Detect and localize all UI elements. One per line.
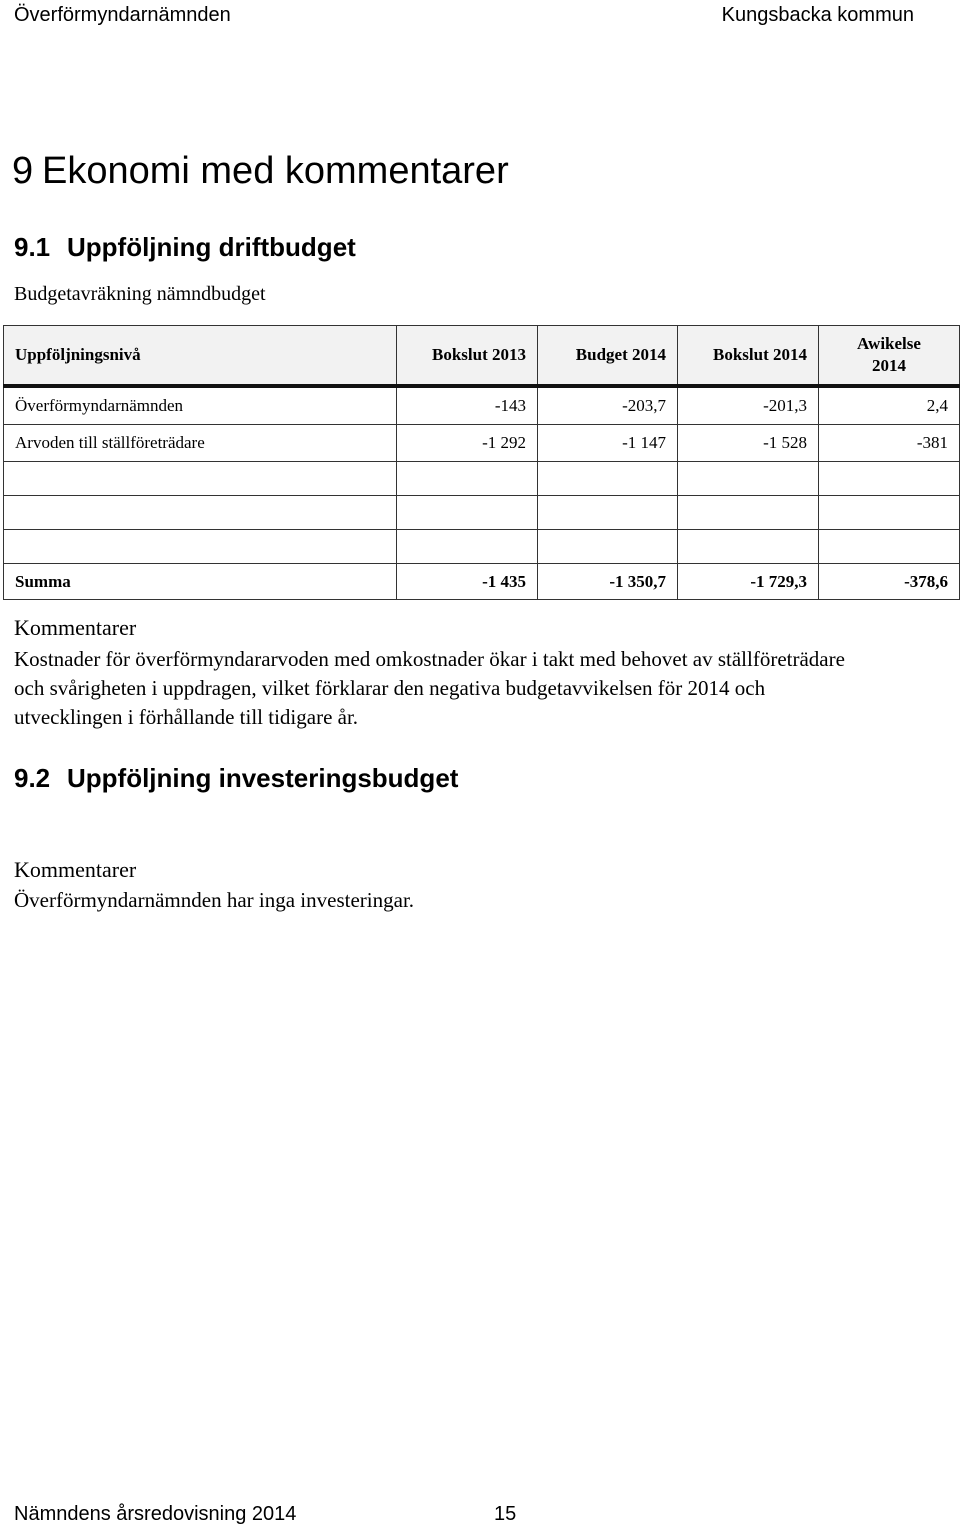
comments-label: Kommentarer bbox=[14, 857, 137, 882]
table-row bbox=[4, 386, 960, 425]
subsection-1-title: Uppföljning driftbudget bbox=[67, 232, 356, 262]
table-cell: -1 147 bbox=[538, 425, 678, 462]
section-number: 9 bbox=[12, 150, 34, 192]
column-header: Uppföljningsnivå bbox=[4, 326, 397, 387]
subsection-2-title: Uppföljning investeringsbudget bbox=[67, 763, 459, 793]
table-cell: -1 435 bbox=[397, 564, 538, 600]
paragraph-line: och svårigheten i uppdragen, vilket förklarar den negativa budgetavvikelsen för 2014 och bbox=[14, 676, 766, 700]
section-heading bbox=[12, 150, 509, 193]
table-cell-empty bbox=[397, 496, 538, 530]
table-cell: -143 bbox=[397, 386, 538, 425]
comments-label: Kommentarer bbox=[14, 615, 137, 640]
table-cell: -1 292 bbox=[397, 425, 538, 462]
column-header: Bokslut 2013 bbox=[397, 326, 538, 387]
table-cell-empty bbox=[397, 462, 538, 496]
table-cell: Summa bbox=[4, 564, 397, 600]
table-cell: Arvoden till ställföreträdare bbox=[4, 425, 397, 462]
table-cell: -378,6 bbox=[819, 564, 960, 600]
page-number: 15 bbox=[494, 1503, 517, 1525]
comments-paragraph: Överförmyndarnämnden har inga investeringar. bbox=[14, 888, 415, 912]
comments-paragraph bbox=[14, 645, 954, 732]
column-header-line: 2014 bbox=[872, 356, 906, 375]
table-cell-empty bbox=[4, 530, 397, 564]
table-title: Budgetavräkning nämndbudget bbox=[14, 283, 266, 305]
table-cell-empty bbox=[819, 530, 960, 564]
column-header-line: Awikelse bbox=[857, 334, 921, 353]
table-cell-empty bbox=[4, 462, 397, 496]
table-sum-row bbox=[4, 564, 960, 600]
table-cell-empty bbox=[819, 496, 960, 530]
subsection-2-number: 9.2 bbox=[14, 763, 51, 793]
table-cell-empty bbox=[538, 496, 678, 530]
table-cell: -381 bbox=[819, 425, 960, 462]
table-cell-empty bbox=[678, 496, 819, 530]
column-header bbox=[819, 326, 960, 387]
table-cell-empty bbox=[678, 462, 819, 496]
table-row bbox=[4, 425, 960, 462]
table-header-row bbox=[4, 326, 960, 387]
subsection-heading-2 bbox=[14, 763, 458, 794]
table-cell: 2,4 bbox=[819, 386, 960, 425]
column-header: Bokslut 2014 bbox=[678, 326, 819, 387]
header-left-text: Överförmyndarnämnden bbox=[14, 4, 231, 26]
table-cell-empty bbox=[538, 530, 678, 564]
footer-title: Nämndens årsredovisning 2014 bbox=[14, 1503, 297, 1525]
paragraph-line: utvecklingen i förhållande till tidigare år. bbox=[14, 705, 359, 729]
table-cell: -1 528 bbox=[678, 425, 819, 462]
header-right-text: Kungsbacka kommun bbox=[721, 4, 914, 26]
table-cell: -201,3 bbox=[678, 386, 819, 425]
table-cell-empty bbox=[4, 496, 397, 530]
table-cell: -1 729,3 bbox=[678, 564, 819, 600]
table-cell-empty bbox=[819, 462, 960, 496]
table-cell: Överförmyndarnämnden bbox=[4, 386, 397, 425]
section-title: Ekonomi med kommentarer bbox=[42, 150, 509, 192]
subsection-1-number: 9.1 bbox=[14, 232, 51, 262]
table-cell-empty bbox=[678, 530, 819, 564]
column-header: Budget 2014 bbox=[538, 326, 678, 387]
subsection-heading-1 bbox=[14, 232, 356, 263]
table-cell-empty bbox=[538, 462, 678, 496]
paragraph-line: Kostnader för överförmyndararvoden med omkostnader ökar i takt med behovet av ställföreträdare bbox=[14, 647, 845, 671]
table-row-empty bbox=[4, 462, 960, 496]
budget-table bbox=[3, 325, 960, 600]
table-cell: -203,7 bbox=[538, 386, 678, 425]
table-cell: -1 350,7 bbox=[538, 564, 678, 600]
table-cell-empty bbox=[397, 530, 538, 564]
table-row-empty bbox=[4, 496, 960, 530]
table-row-empty bbox=[4, 530, 960, 564]
